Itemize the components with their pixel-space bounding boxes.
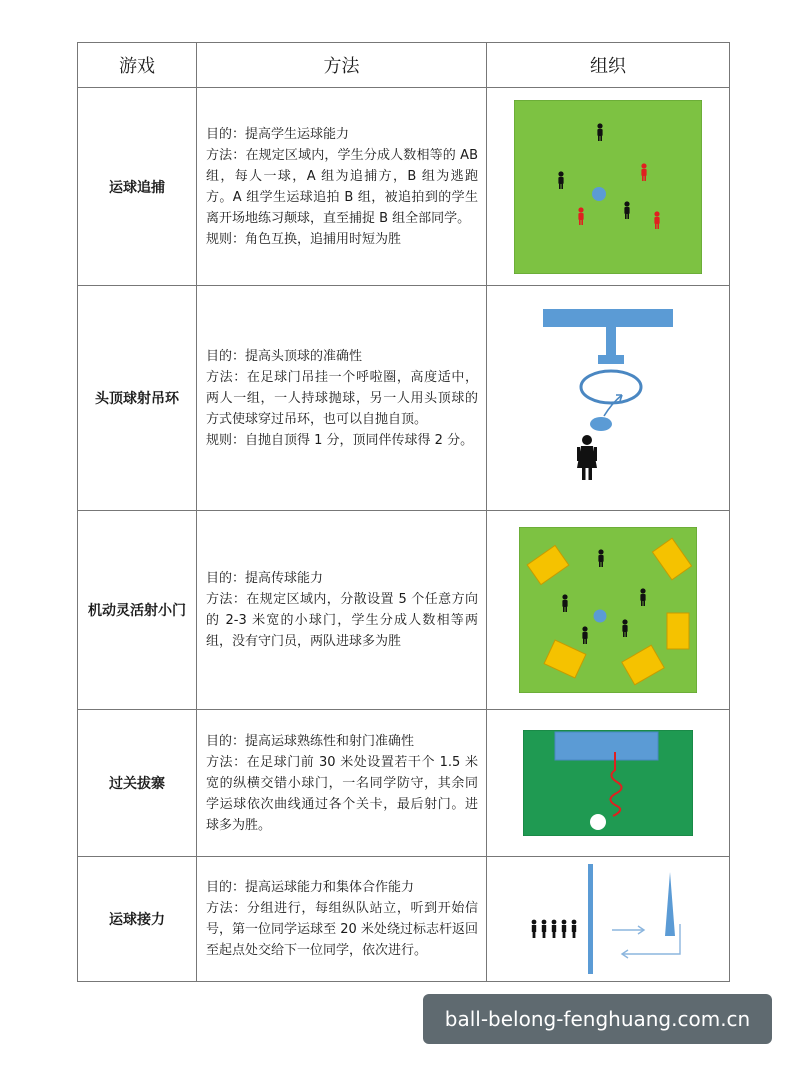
table-row — [78, 857, 730, 982]
game-name: 机动灵活射小门 — [78, 511, 197, 710]
org-diagram — [487, 286, 730, 511]
header-hoop-diagram — [538, 303, 678, 493]
table-header-row — [78, 43, 730, 88]
table-row — [78, 511, 730, 710]
game-name: 运球接力 — [78, 857, 197, 982]
org-diagram — [487, 710, 730, 857]
table-row — [78, 710, 730, 857]
start-line — [588, 864, 593, 974]
small-goals-diagram — [519, 527, 697, 693]
org-diagram — [487, 88, 730, 286]
field — [514, 100, 702, 274]
ball-icon — [592, 187, 606, 201]
method-rule: 规则：自抛自顶得 1 分，顶同伴传球得 2 分。 — [206, 432, 474, 448]
method-purpose: 目的：提高运球熟练性和射门准确性 — [206, 733, 415, 749]
dribble-chase-diagram — [514, 100, 702, 274]
header-org: 组织 — [487, 43, 730, 88]
method-rule: 规则：角色互换，追捕用时短为胜 — [206, 231, 402, 247]
relay-diagram — [508, 862, 708, 976]
org-diagram — [487, 511, 730, 710]
queue-players — [532, 920, 577, 938]
method-description: 方法：分组进行，每组纵队站立，听到开始信号，第一位同学运球至 20 米处绕过标志杆返回至起点处交给下一位同学，依次进行。 — [206, 901, 478, 958]
method-purpose: 目的：提高运球能力和集体合作能力 — [206, 880, 415, 895]
table-row — [78, 286, 730, 511]
method-text — [197, 511, 487, 710]
goal-area — [555, 732, 658, 760]
method-text — [197, 286, 487, 511]
watermark: ball-belong-fenghuang.com.cn — [423, 994, 772, 1044]
method-text — [197, 88, 487, 286]
method-purpose: 目的：提高传球能力 — [206, 571, 324, 586]
ball-icon — [590, 814, 606, 830]
game-name: 头顶球射吊环 — [78, 286, 197, 511]
method-description: 方法：在足球门吊挂一个呼啦圈，高度适中，两人一组，一人持球抛球，另一人用头顶球的方式使球穿过吊环，也可以自抛自顶。 — [206, 369, 478, 427]
game-name: 过关拔寨 — [78, 710, 197, 857]
method-text — [197, 857, 487, 982]
method-description: 方法：在规定区域内，学生分成人数相等的 AB 组，每人一球，A 组为追捕方，B 组为逃跑方。A 组学生运球追拍 B 组，被追拍到的学生离开场地练习颠球，直至捕捉 B 组全部同学。 — [206, 147, 478, 226]
games-table — [77, 42, 730, 982]
arrow-icon — [604, 395, 622, 416]
goal-crossbar — [543, 309, 673, 327]
table-row — [78, 88, 730, 286]
method-purpose: 目的：提高学生运球能力 — [206, 126, 350, 142]
pass-checkpoints-diagram — [523, 730, 693, 836]
method-description: 方法：在足球门前 30 米处设置若干个 1.5 米宽的纵横交错小球门，一名同学防守，其余同学运球依次曲线通过各个关卡，最后射门。进球多为胜。 — [206, 754, 478, 833]
hoop-icon — [581, 371, 641, 403]
game-name: 运球追捕 — [78, 88, 197, 286]
hoop-mount — [598, 355, 624, 364]
hoop-string — [606, 327, 616, 355]
header-game: 游戏 — [78, 43, 197, 88]
header-method: 方法 — [197, 43, 487, 88]
person-icon — [577, 435, 597, 480]
method-purpose: 目的：提高头顶球的准确性 — [206, 348, 363, 364]
org-diagram — [487, 857, 730, 982]
method-description: 方法：在规定区域内，分散设置 5 个任意方向的 2-3 米宽的小球门，学生分成人数相等两组，没有守门员，两队进球多为胜 — [206, 592, 478, 649]
ball-icon — [594, 610, 607, 623]
marker-pole-icon — [665, 872, 675, 936]
method-text — [197, 710, 487, 857]
ball-icon — [590, 417, 612, 431]
